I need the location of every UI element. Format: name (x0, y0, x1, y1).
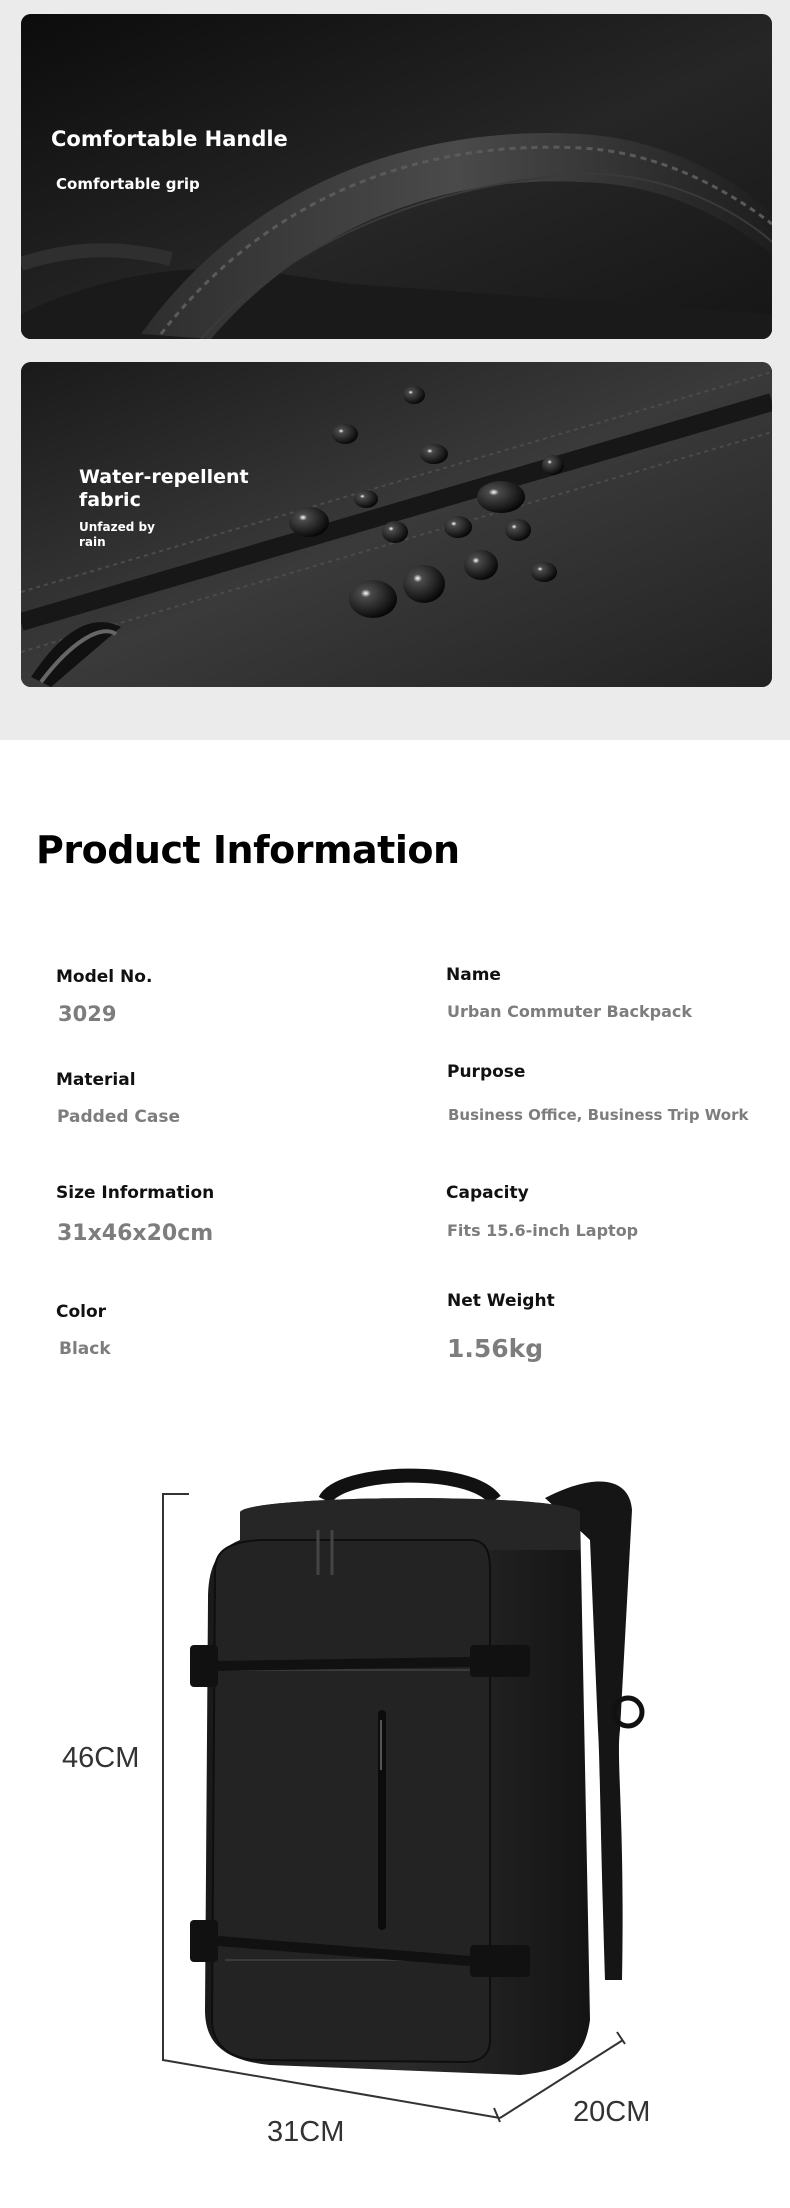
dimension-width-label: 31CM (267, 2116, 345, 2148)
spec-label: Size Information (56, 1183, 215, 1203)
spec-value: 3029 (58, 1002, 117, 1026)
feature-subtitle: Unfazed by rain (79, 520, 155, 549)
feature-subtitle: Comfortable grip (56, 175, 200, 193)
spec-value: Black (59, 1339, 111, 1359)
spec-value: 1.56kg (447, 1334, 544, 1363)
spec-label: Name (446, 965, 501, 985)
spec-label: Purpose (447, 1062, 526, 1082)
backpack-illustration (0, 1400, 790, 2208)
spec-label: Material (56, 1070, 136, 1090)
feature-band (0, 0, 790, 740)
backpack-dimension-figure (0, 1400, 790, 2208)
dimension-depth-label: 20CM (573, 2096, 651, 2128)
spec-label: Net Weight (447, 1291, 555, 1311)
feature-title: Comfortable Handle (51, 127, 288, 151)
spec-value: Padded Case (57, 1107, 181, 1127)
dimension-height-label: 46CM (62, 1742, 140, 1774)
spec-value: Urban Commuter Backpack (447, 1002, 693, 1021)
feature-card-water (21, 362, 772, 687)
spec-label: Color (56, 1302, 107, 1322)
feature-title: Water-repellent fabric (79, 466, 249, 511)
feature-card-handle (21, 14, 772, 339)
spec-label: Capacity (446, 1183, 529, 1203)
spec-value: 31x46x20cm (57, 1221, 214, 1246)
spec-value: Business Office, Business Trip Work (448, 1106, 749, 1124)
spec-value: Fits 15.6-inch Laptop (447, 1221, 639, 1240)
spec-label: Model No. (56, 967, 153, 987)
section-title: Product Information (36, 828, 460, 872)
